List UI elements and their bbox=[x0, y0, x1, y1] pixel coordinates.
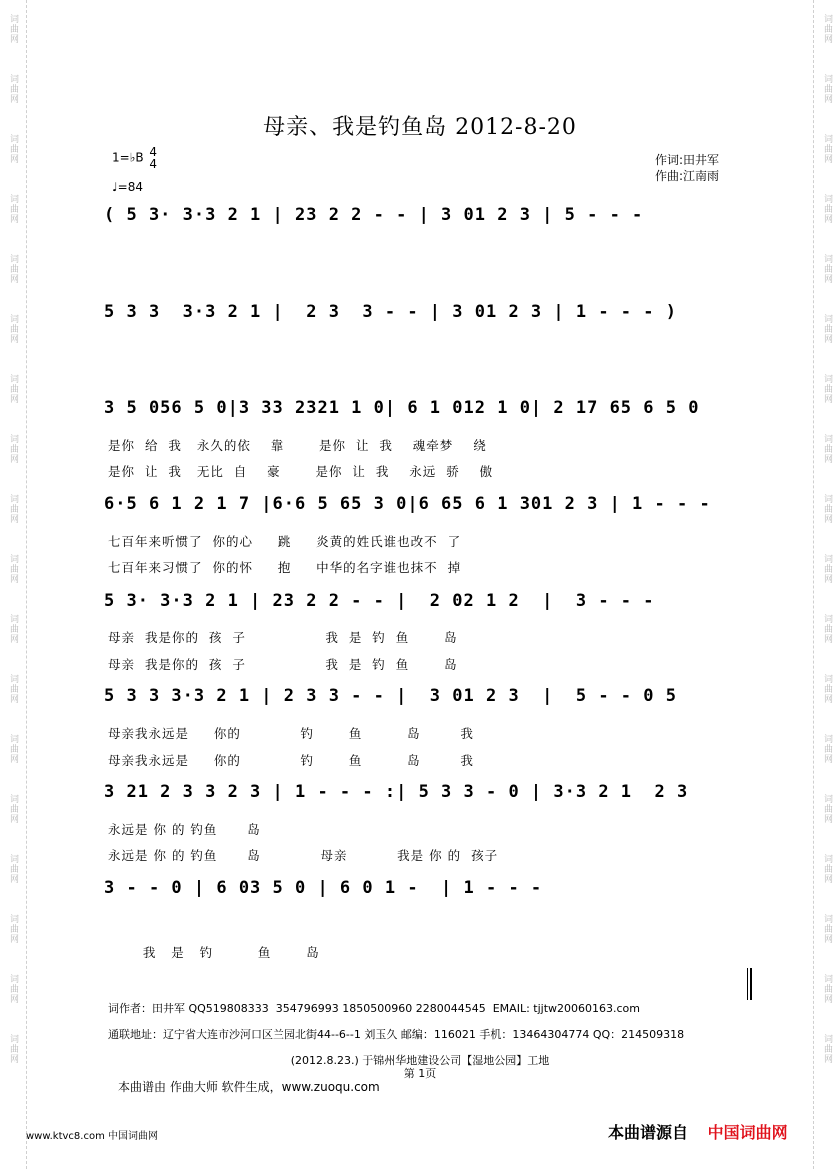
side-watermark: 词曲网 bbox=[8, 434, 18, 464]
lyric-line: 七百年来听惯了 你的心 跳 炎黄的姓氏谁也改不 了 bbox=[108, 534, 462, 549]
lyric-line: 母亲我永远是 你的 钓 鱼 岛 我 bbox=[108, 753, 474, 768]
page-number: 第 1页 bbox=[403, 1067, 437, 1080]
author-contact: 词作者：田井军 QQ519808333 354796993 1850500960 2280044545 EMAIL: tjjtw20060163.com bbox=[108, 1002, 640, 1015]
lyric-line: 是你 给 我 永久的依 靠 是你 让 我 魂牵梦 绕 bbox=[108, 438, 487, 453]
key-label: 1=♭B bbox=[112, 150, 144, 165]
side-watermark: 词曲网 bbox=[822, 374, 832, 404]
side-watermark: 词曲网 bbox=[822, 314, 832, 344]
side-watermark: 词曲网 bbox=[822, 14, 832, 44]
side-watermark: 词曲网 bbox=[8, 74, 18, 104]
time-sig-top: 4 bbox=[149, 145, 158, 159]
generator-note: 本曲谱由 作曲大师 软件生成，www.zuoqu.com bbox=[118, 1080, 380, 1094]
lyric-line: 七百年来习惯了 你的怀 抱 中华的名字谁也抹不 掉 bbox=[108, 560, 462, 575]
side-watermark: 词曲网 bbox=[822, 794, 832, 824]
side-watermark: 词曲网 bbox=[822, 1034, 832, 1064]
source-label: 本曲谱源自 bbox=[608, 1123, 689, 1142]
notation-line-1: ( 5 3· 3·3 2 1 | 23 2 2 - - | 3 01 2 3 | 5 - - - bbox=[104, 205, 644, 225]
lyric-line: 我 是 钓 鱼 岛 bbox=[108, 945, 320, 960]
lyricist: 作词:田井军 bbox=[655, 153, 720, 167]
time-signature bbox=[149, 146, 157, 170]
side-watermark: 词曲网 bbox=[8, 14, 18, 44]
lyric-line: 永远是 你 的 钓鱼 岛 bbox=[108, 822, 261, 837]
side-watermark: 词曲网 bbox=[822, 194, 832, 224]
lyric-line: 是你 让 我 无比 自 豪 是你 让 我 永远 骄 傲 bbox=[108, 464, 494, 479]
side-watermark: 词曲网 bbox=[822, 674, 832, 704]
notation-line-2: 5 3 3 3·3 2 1 | 2 3 3 - - | 3 01 2 3 | 1 - - - ) bbox=[104, 302, 677, 322]
right-watermark-strip bbox=[813, 0, 840, 1169]
lyric-line: 母亲 我是你的 孩 子 我 是 钓 鱼 岛 bbox=[108, 657, 458, 672]
source-banner bbox=[608, 1120, 788, 1143]
site-url[interactable]: www.ktvc8.com 中国词曲网 bbox=[26, 1131, 159, 1142]
side-watermark: 词曲网 bbox=[822, 254, 832, 284]
side-watermark: 词曲网 bbox=[8, 674, 18, 704]
side-watermark: 词曲网 bbox=[822, 554, 832, 584]
composer: 作曲:江南雨 bbox=[655, 169, 720, 183]
side-watermark: 词曲网 bbox=[8, 1034, 18, 1064]
side-watermark: 词曲网 bbox=[822, 914, 832, 944]
side-watermark: 词曲网 bbox=[8, 554, 18, 584]
side-watermark: 词曲网 bbox=[822, 974, 832, 1004]
side-watermark: 词曲网 bbox=[822, 614, 832, 644]
lyric-line: 母亲我永远是 你的 钓 鱼 岛 我 bbox=[108, 726, 474, 741]
side-watermark: 词曲网 bbox=[8, 254, 18, 284]
side-watermark: 词曲网 bbox=[822, 854, 832, 884]
side-watermark: 词曲网 bbox=[8, 134, 18, 164]
key-signature bbox=[112, 146, 157, 170]
side-watermark: 词曲网 bbox=[8, 734, 18, 764]
side-watermark: 词曲网 bbox=[8, 974, 18, 1004]
notation-line-6: 5 3 3 3·3 2 1 | 2 3 3 - - | 3 01 2 3 | 5 - - 0 5 bbox=[104, 686, 677, 706]
source-site-link[interactable]: 中国词曲网 bbox=[707, 1123, 788, 1142]
lyric-line: 母亲 我是你的 孩 子 我 是 钓 鱼 岛 bbox=[108, 630, 458, 645]
credits bbox=[655, 152, 719, 184]
side-watermark: 词曲网 bbox=[8, 194, 18, 224]
address-contact: 通联地址：辽宁省大连市沙河口区兰园北街44--6--1 刘玉久 邮编：116021 手机：13464304774 QQ：214509318 bbox=[108, 1028, 685, 1041]
tempo-mark: ♩=84 bbox=[112, 180, 143, 194]
side-watermark: 词曲网 bbox=[8, 854, 18, 884]
side-watermark: 词曲网 bbox=[822, 434, 832, 464]
side-watermark: 词曲网 bbox=[822, 74, 832, 104]
side-watermark: 词曲网 bbox=[822, 734, 832, 764]
notation-line-3: 3 5 056 5 0|3 33 2321 1 0| 6 1 012 1 0| 2 17 65 6 5 0 bbox=[104, 398, 700, 418]
side-watermark: 词曲网 bbox=[8, 914, 18, 944]
side-watermark: 词曲网 bbox=[822, 134, 832, 164]
notation-line-5: 5 3· 3·3 2 1 | 23 2 2 - - | 2 02 1 2 | 3 - - - bbox=[104, 591, 655, 611]
side-watermark: 词曲网 bbox=[8, 494, 18, 524]
side-watermark: 词曲网 bbox=[8, 614, 18, 644]
date-note: (2012.8.23.) 于锦州华地建设公司【湿地公园】工地 bbox=[290, 1054, 550, 1067]
side-watermark: 词曲网 bbox=[822, 494, 832, 524]
lyric-line: 永远是 你 的 钓鱼 岛 母亲 我是 你 的 孩子 bbox=[108, 848, 499, 863]
notation-line-4: 6·5 6 1 2 1 7 |6·6 5 65 3 0|6 65 6 1 301 2 3 | 1 - - - bbox=[104, 494, 711, 514]
notation-line-7: 3 21 2 3 3 2 3 | 1 - - - :| 5 3 3 - 0 | 3·3 2 1 2 3 bbox=[104, 782, 689, 802]
left-watermark-strip bbox=[0, 0, 27, 1169]
side-watermark: 词曲网 bbox=[8, 794, 18, 824]
notation-line-8: 3 - - 0 | 6 03 5 0 | 6 0 1 - | 1 - - - bbox=[104, 878, 543, 898]
time-sig-bottom: 4 bbox=[149, 157, 158, 171]
song-title: 母亲、我是钓鱼岛 2012-8-20 bbox=[263, 115, 577, 140]
side-watermark: 词曲网 bbox=[8, 314, 18, 344]
side-watermark: 词曲网 bbox=[8, 374, 18, 404]
final-barline bbox=[747, 968, 752, 1000]
